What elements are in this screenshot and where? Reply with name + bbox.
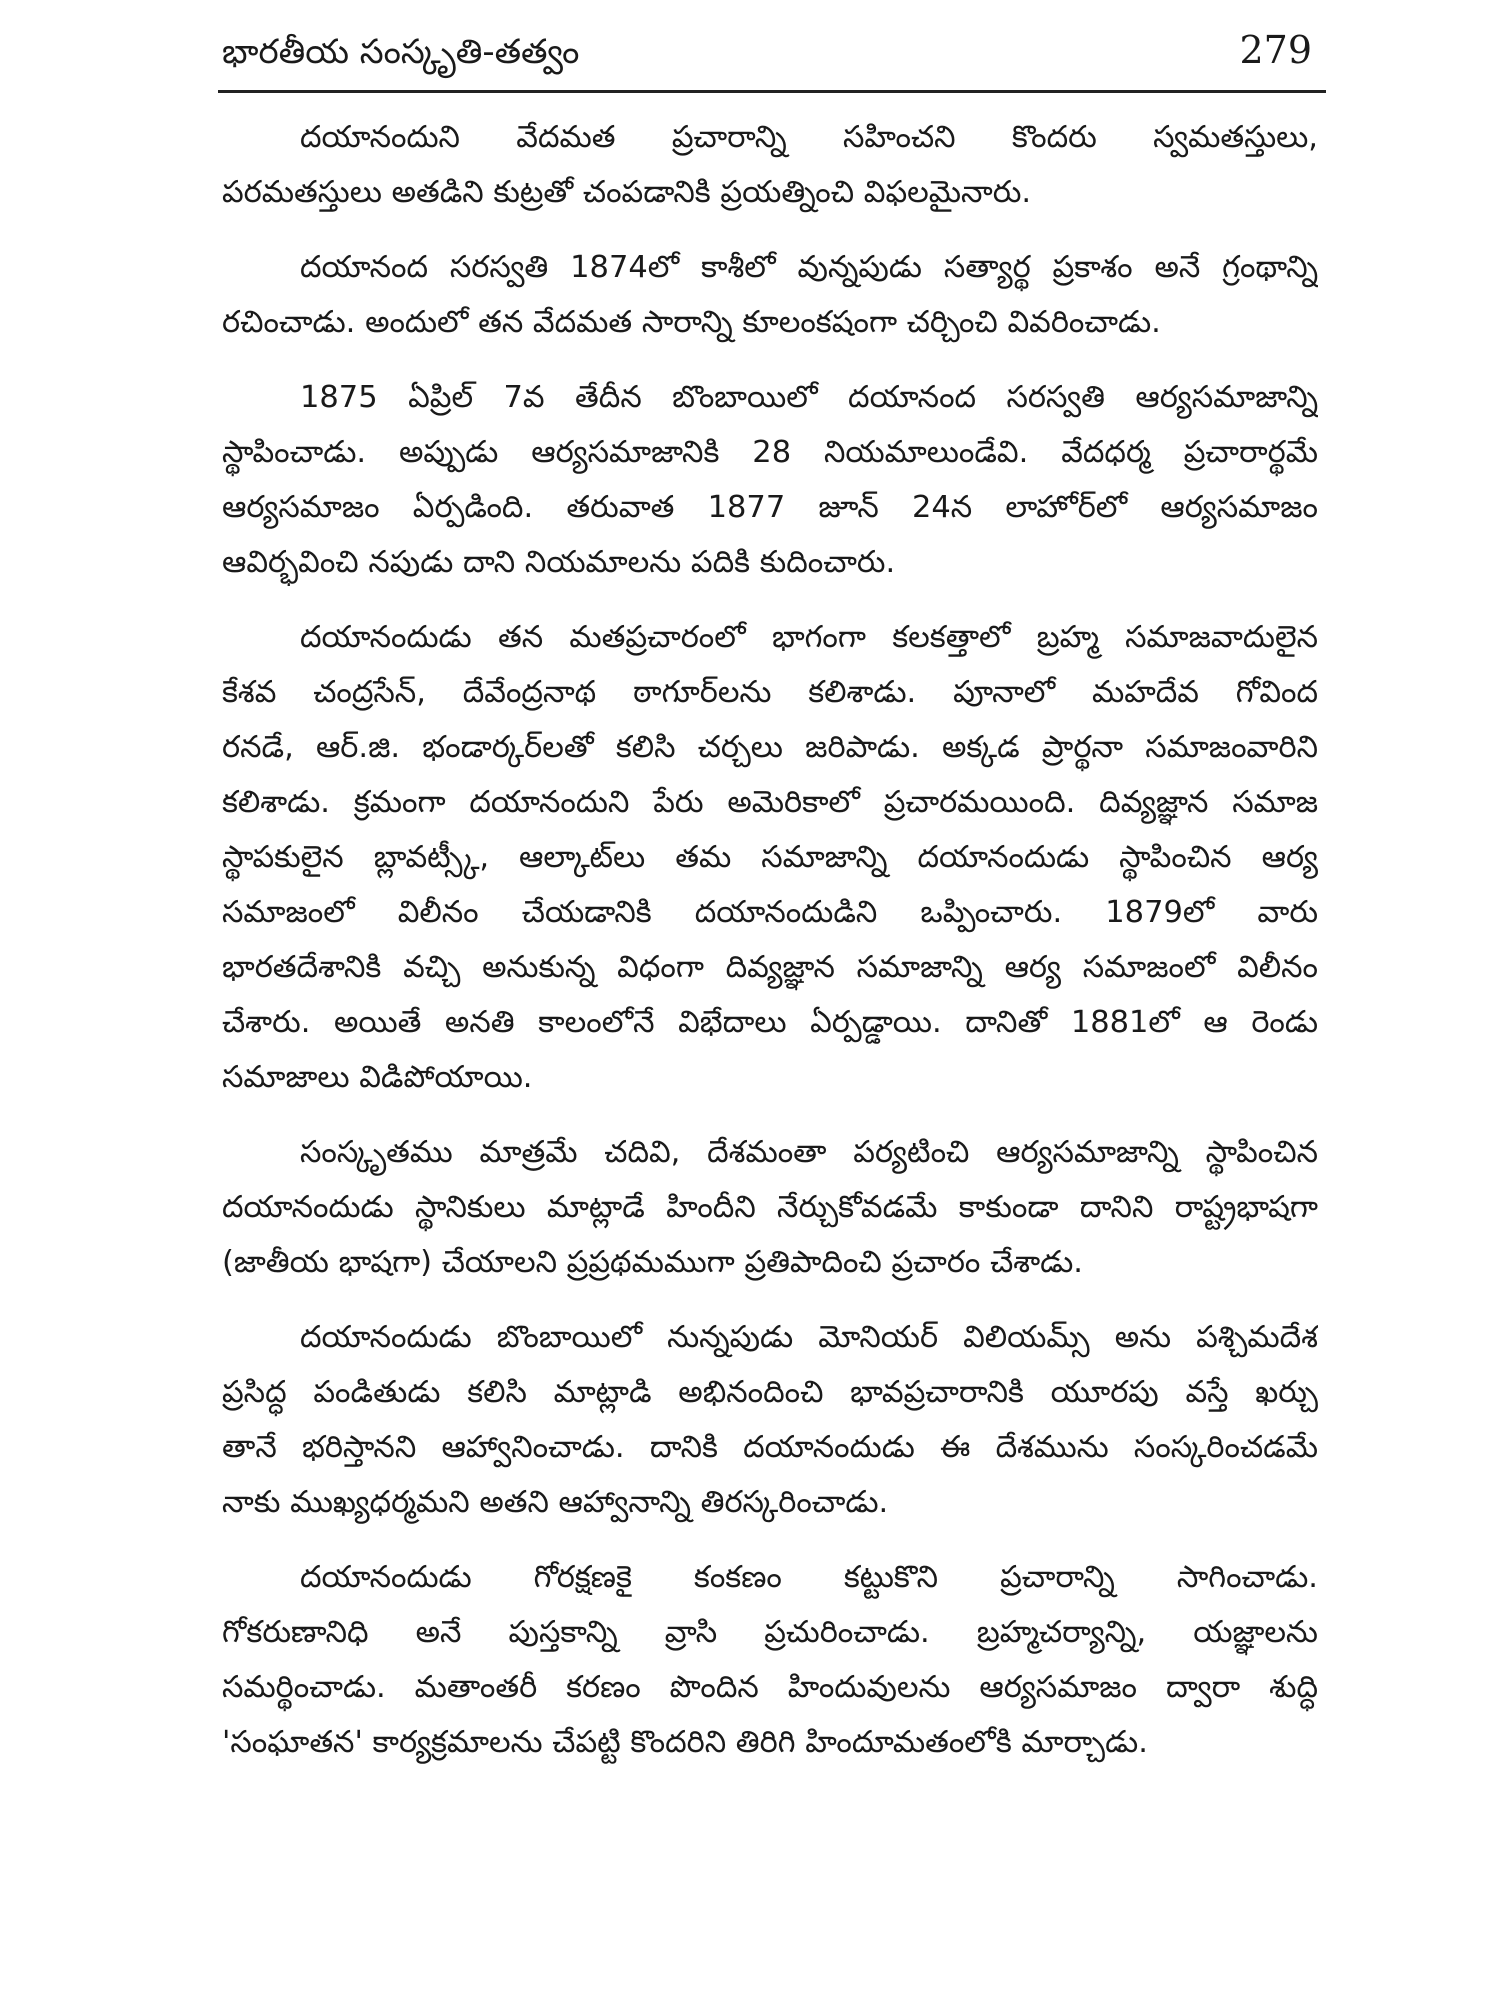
- paragraph: [222, 1125, 1318, 1290]
- text-line: ప్రసిద్ధ పండితుడు కలిసి మాట్లాడి అభినందించి భావప్రచారానికి యూరపు వస్తే ఖర్చు: [222, 1375, 1318, 1410]
- text-line: గోకరుణానిధి అనే పుస్తకాన్ని వ్రాసి ప్రచురించాడు. బ్రహ్మచర్యాన్ని, యజ్ఞాలను: [222, 1615, 1318, 1650]
- paragraph: [222, 370, 1318, 590]
- text-line: దయానందుడు స్థానికులు మాట్లాడే హిందీని నేర్చుకోవడమే కాకుండా దానిని రాష్ట్రభాషగా: [222, 1190, 1318, 1225]
- text-line: స్థాపకులైన బ్లావట్స్కీ, ఆల్కాట్‌లు తమ సమాజాన్ని దయానందుడు స్థాపించిన ఆర్య: [222, 840, 1318, 875]
- paragraph: [222, 1550, 1318, 1770]
- text-line: దయానంద సరస్వతి 1874లో కాశీలో వున్నపుడు సత్యార్థ ప్రకాశం అనే గ్రంథాన్ని: [300, 250, 1318, 285]
- text-line: దయానందుని వేదమత ప్రచారాన్ని సహించని కొందరు స్వమతస్తులు,: [300, 120, 1318, 155]
- text-line: సమర్థించాడు. మతాంతరీ కరణం పొందిన హిందువులను ఆర్యసమాజం ద్వారా శుద్ధి: [222, 1670, 1318, 1705]
- text-line: సమాజాలు విడిపోయాయి.: [222, 1060, 533, 1095]
- text-line: (జాతీయ భాషగా) చేయాలని ప్రప్రథమముగా ప్రతిపాదించి ప్రచారం చేశాడు.: [222, 1245, 1083, 1280]
- text-line: సంస్కృతము మాత్రమే చదివి, దేశమంతా పర్యటించి ఆర్యసమాజాన్ని స్థాపించిన: [300, 1135, 1318, 1170]
- text-line: కలిశాడు. క్రమంగా దయానందుని పేరు అమెరికాలో ప్రచారమయింది. దివ్యజ్ఞాన సమాజ: [222, 785, 1318, 820]
- text-line: భారతదేశానికి వచ్చి అనుకున్న విధంగా దివ్యజ్ఞాన సమాజాన్ని ఆర్య సమాజంలో విలీనం: [222, 950, 1318, 985]
- header-divider: [218, 90, 1326, 93]
- text-line: తానే భరిస్తానని ఆహ్వానించాడు. దానికి దయానందుడు ఈ దేశమును సంస్కరించడమే: [222, 1430, 1318, 1465]
- paragraph: [222, 1310, 1318, 1530]
- text-line: చేశారు. అయితే అనతి కాలంలోనే విభేదాలు ఏర్పడ్డాయి. దానితో 1881లో ఆ రెండు: [222, 1005, 1318, 1040]
- text-line: దయానందుడు బొంబాయిలో నున్నపుడు మోనియర్ విలియమ్స్ అను పశ్చిమదేశ: [300, 1320, 1318, 1355]
- text-line: స్థాపించాడు. అప్పుడు ఆర్యసమాజానికి 28 నియమాలుండేవి. వేదధర్మ ప్రచారార్థమే: [222, 435, 1318, 470]
- text-line: 'సంఘాతన' కార్యక్రమాలను చేపట్టి కొందరిని తిరిగి హిందూమతంలోకి మార్చాడు.: [222, 1725, 1148, 1760]
- text-line: దయానందుడు తన మతప్రచారంలో భాగంగా కలకత్తాలో బ్రహ్మ సమాజవాదులైన: [300, 620, 1318, 655]
- body-text: [222, 110, 1318, 1980]
- page-header: [222, 22, 1322, 82]
- running-title: భారతీయ సంస్కృతి-తత్వం: [222, 32, 580, 72]
- text-line: పరమతస్తులు అతడిని కుట్రతో చంపడానికి ప్రయత్నించి విఫలమైనారు.: [222, 175, 1032, 210]
- text-line: ఆవిర్భవించి నపుడు దాని నియమాలను పదికి కుదించారు.: [222, 545, 896, 580]
- text-line: రనడే, ఆర్.జి. భండార్కర్‌లతో కలిసి చర్చలు జరిపాడు. అక్కడ ప్రార్థనా సమాజంవారిని: [222, 730, 1318, 765]
- paragraph: [222, 110, 1318, 220]
- text-line: కేశవ చంద్రసేన్, దేవేంద్రనాథ ఠాగూర్‌లను కలిశాడు. పూనాలో మహదేవ గోవింద: [222, 675, 1318, 710]
- text-line: ఆర్యసమాజం ఏర్పడింది. తరువాత 1877 జూన్ 24న లాహోర్‌లో ఆర్యసమాజం: [222, 490, 1318, 525]
- text-line: రచించాడు. అందులో తన వేదమత సారాన్ని కూలంకషంగా చర్చించి వివరించాడు.: [222, 305, 1161, 340]
- page-number: 279: [1239, 28, 1312, 72]
- text-line: నాకు ముఖ్యధర్మమని అతని ఆహ్వానాన్ని తిరస్కరించాడు.: [222, 1485, 889, 1520]
- text-line: సమాజంలో విలీనం చేయడానికి దయానందుడిని ఒప్పించారు. 1879లో వారు: [222, 895, 1318, 930]
- text-line: దయానందుడు గోరక్షణకై కంకణం కట్టుకొని ప్రచారాన్ని సాగించాడు.: [300, 1560, 1318, 1595]
- text-line: 1875 ఏప్రిల్ 7వ తేదీన బొంబాయిలో దయానంద సరస్వతి ఆర్యసమాజాన్ని: [300, 380, 1318, 415]
- paragraph: [222, 610, 1318, 1105]
- paragraph: [222, 240, 1318, 350]
